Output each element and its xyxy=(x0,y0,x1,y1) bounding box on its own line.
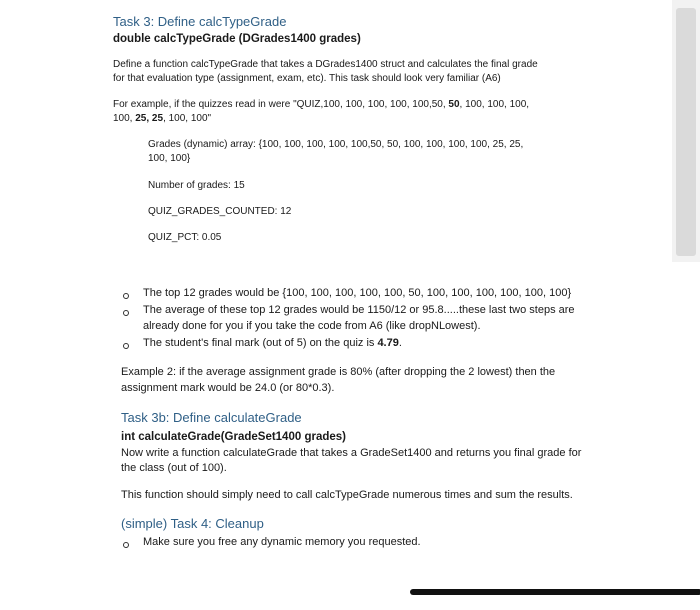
grades-array-line1: Grades (dynamic) array: {100, 100, 100, 100, 100,50, 50, 100, 100, 100, 100, 25, 25, xyxy=(148,139,524,150)
bullet-icon xyxy=(123,293,129,299)
task3b-signature: int calculateGrade(GradeSet1400 grades) xyxy=(121,431,346,443)
bullet-average-line2: already done for you if you take the code from A6 (like dropNLowest). xyxy=(143,320,481,332)
task3b-description2: This function should simply need to call calcTypeGrade numerous times and sum the results. xyxy=(121,489,573,501)
grades-counted: QUIZ_GRADES_COUNTED: 12 xyxy=(148,206,292,217)
bullet-icon xyxy=(123,542,129,548)
grades-array-line2: 100, 100} xyxy=(148,153,191,164)
bullet-top-grades: The top 12 grades would be {100, 100, 100, 100, 100, 50, 100, 100, 100, 100, 100, 100} xyxy=(143,287,572,299)
task3b-description-line1: Now write a function calculateGrade that takes a GradeSet1400 and returns you final grade for xyxy=(121,447,582,459)
bullet-average-line1: The average of these top 12 grades would be 1150/12 or 95.8.....these last two steps are xyxy=(143,304,575,316)
quiz-pct: QUIZ_PCT: 0.05 xyxy=(148,232,222,243)
task3-description-line1: Define a function calcTypeGrade that takes a DGrades1400 struct and calculates the final grade xyxy=(113,59,538,70)
task3-signature: double calcTypeGrade (DGrades1400 grades) xyxy=(113,33,361,45)
example2-line1: Example 2: if the average assignment grade is 80% (after dropping the 2 lowest) then the xyxy=(121,366,556,378)
vertical-scrollbar-thumb[interactable] xyxy=(676,8,696,256)
number-of-grades: Number of grades: 15 xyxy=(148,180,245,191)
example2-line2: assignment mark would be 24.0 (or 80*0.3). xyxy=(121,382,335,394)
bullet-final-mark: The student's final mark (out of 5) on the quiz is 4.79. xyxy=(143,337,402,349)
task3-heading: Task 3: Define calcTypeGrade xyxy=(113,14,287,29)
task4-bullet: Make sure you free any dynamic memory you requested. xyxy=(143,536,421,548)
task4-heading: (simple) Task 4: Cleanup xyxy=(121,516,264,531)
task3b-heading: Task 3b: Define calculateGrade xyxy=(121,410,302,425)
bullet-icon xyxy=(123,343,129,349)
horizontal-scrollbar[interactable] xyxy=(410,589,700,595)
task3-example-line2: 100, 25, 25, 100, 100" xyxy=(113,113,212,124)
task3-description-line2: for that evaluation type (assignment, exam, etc). This task should look very familiar (A6) xyxy=(113,73,501,84)
bullet-icon xyxy=(123,310,129,316)
task3b-description-line2: the class (out of 100). xyxy=(121,462,227,474)
task3-example-line1: For example, if the quizzes read in were "QUIZ,100, 100, 100, 100, 100,50, 50, 100, 100, 100, xyxy=(113,99,530,110)
